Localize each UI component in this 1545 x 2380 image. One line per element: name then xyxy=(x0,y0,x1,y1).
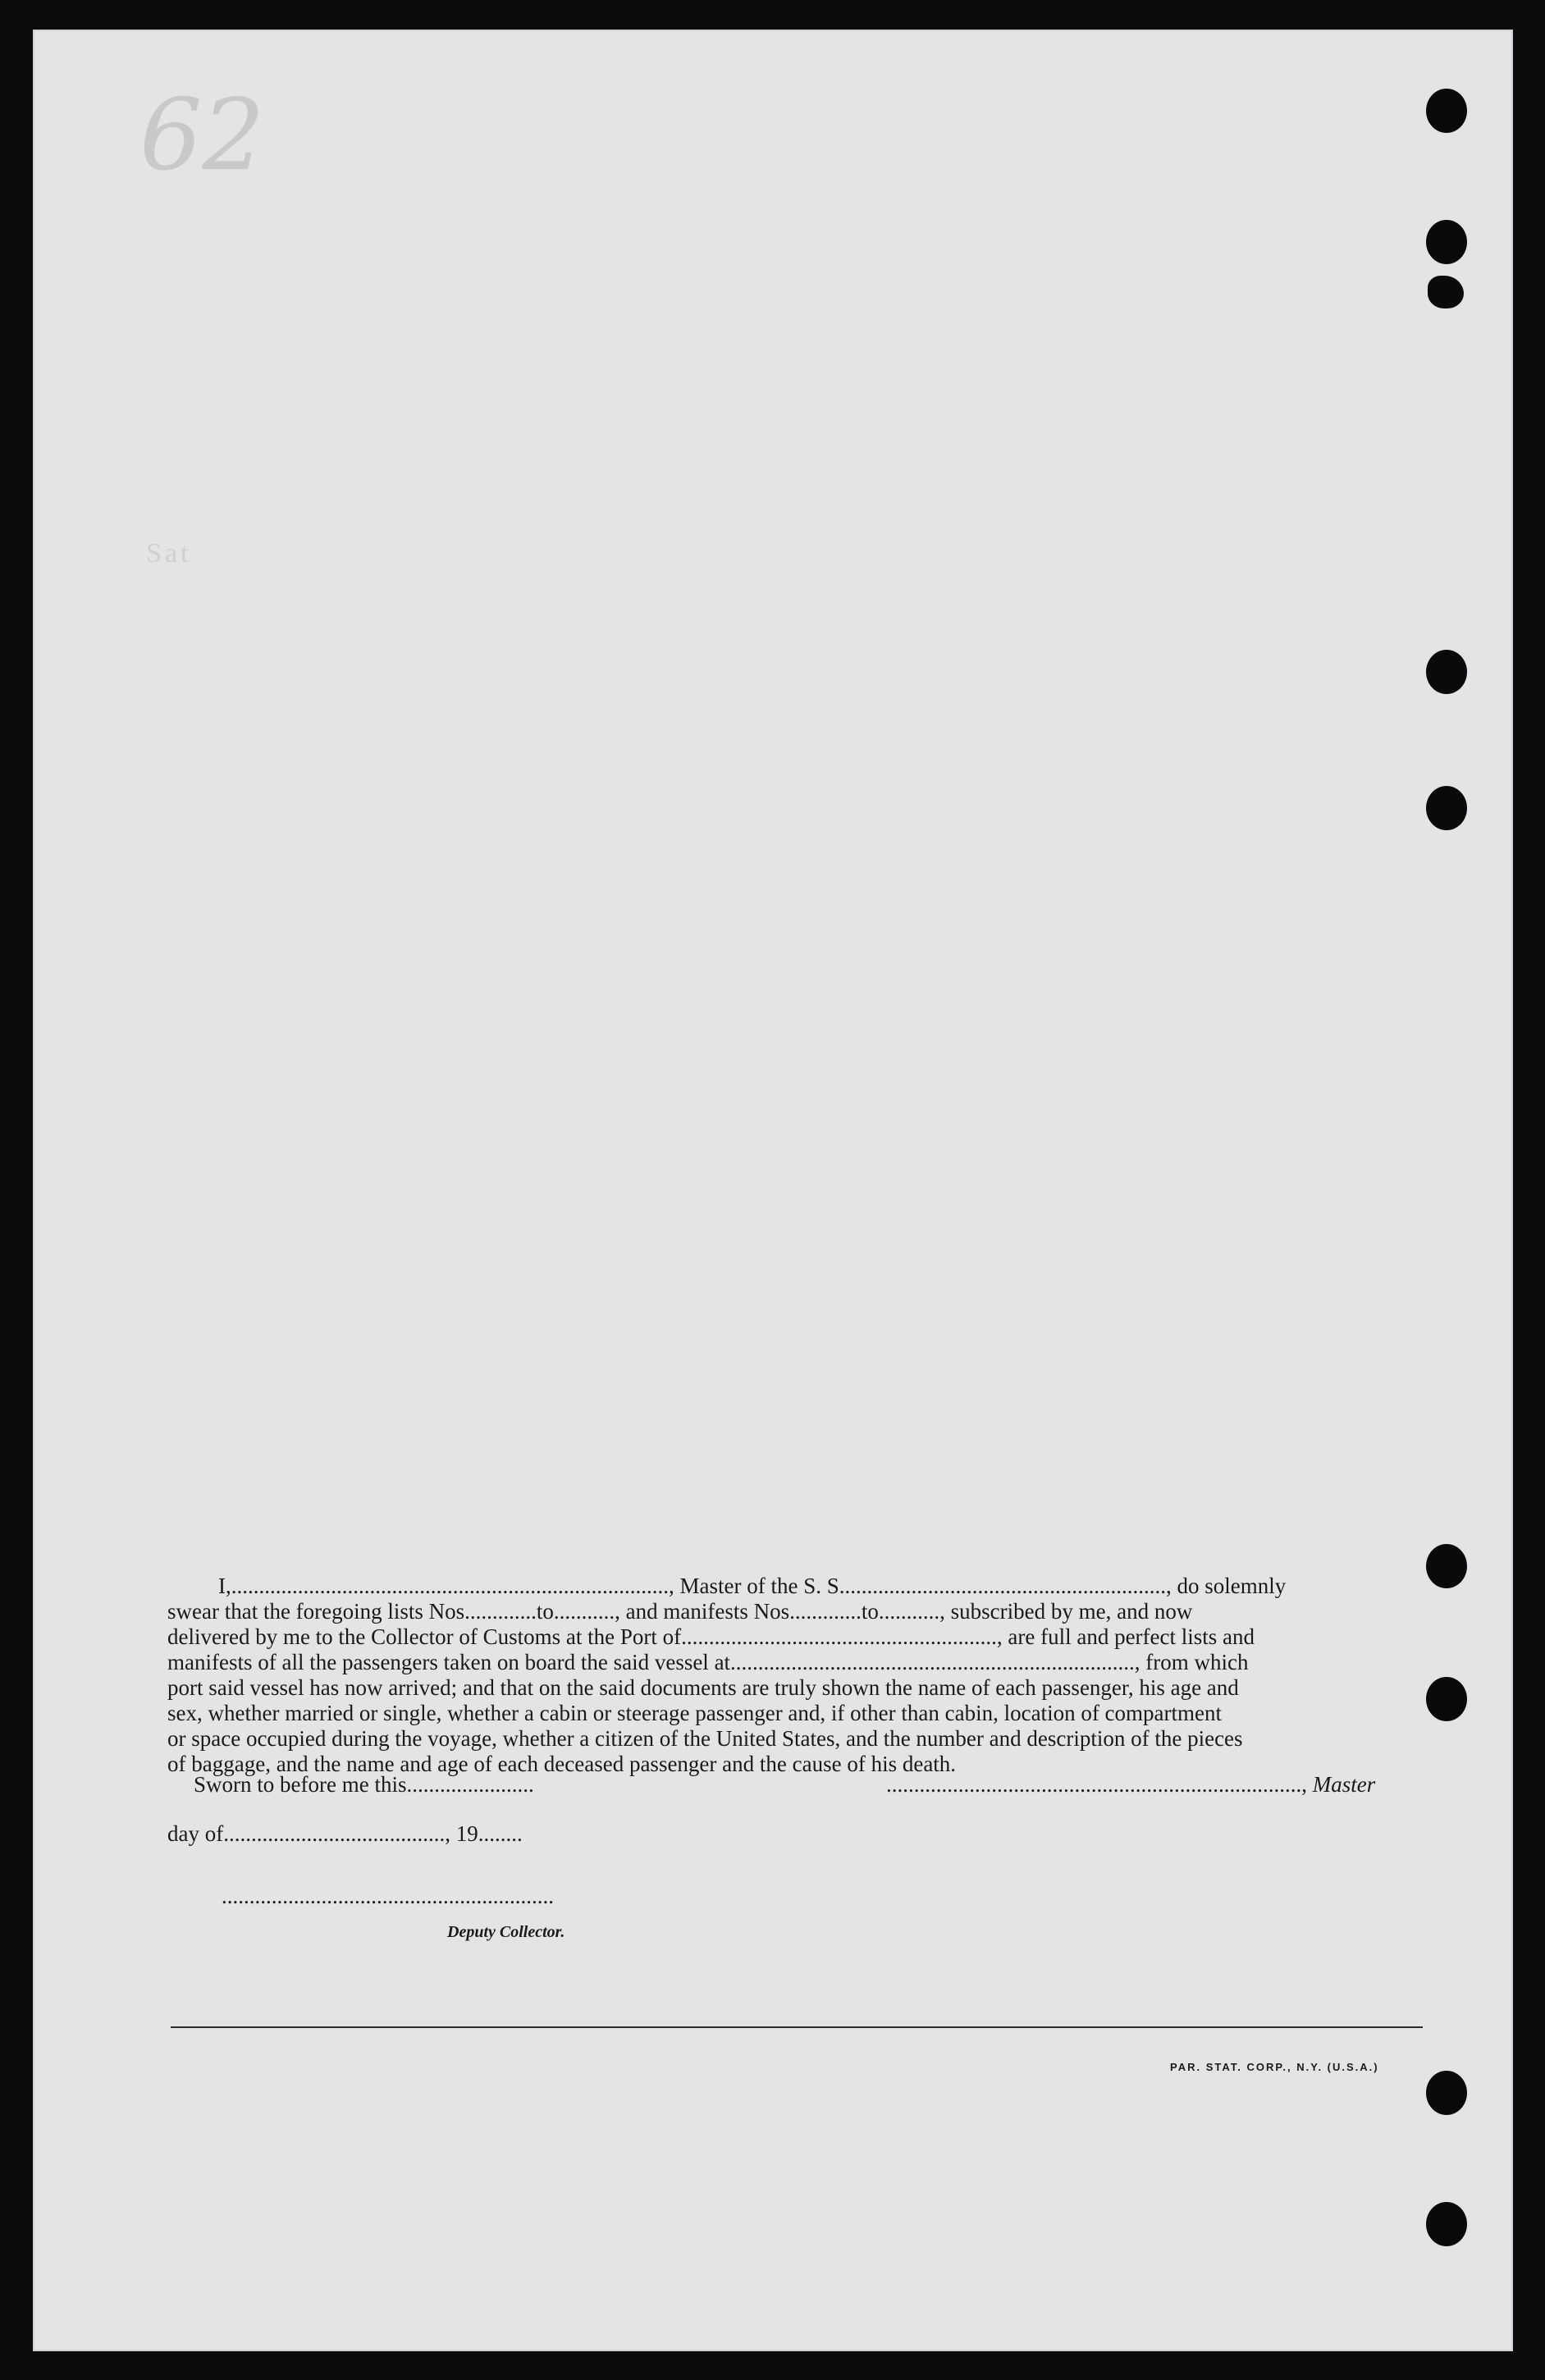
binder-hole xyxy=(1426,2071,1467,2115)
binder-hole xyxy=(1426,89,1467,133)
oath-line: manifests of all the passengers taken on board the said vessel at........................................................................., from which xyxy=(167,1650,1249,1674)
torn-hole xyxy=(1428,276,1464,308)
manifest-page xyxy=(33,30,1513,2351)
sworn-before-line: Sworn to before me this....................... xyxy=(194,1772,534,1797)
oath-line: I,..............................................................................., Master of the S. S..........................................................., do solemnly xyxy=(218,1574,1287,1598)
oath-line: swear that the foregoing lists Nos.............to..........., and manifests Nos.............to..........., subscribed by me, and now xyxy=(167,1599,1193,1624)
oath-line: sex, whether married or single, whether a cabin or steerage passenger and, if other than cabin, location of compartment xyxy=(167,1701,1223,1725)
master-label: Master xyxy=(1312,1772,1376,1797)
faint-mark: Sat xyxy=(146,538,192,569)
binder-hole xyxy=(1426,786,1467,830)
printer-imprint: PAR. STAT. CORP., N.Y. (U.S.A.) xyxy=(1170,2061,1379,2073)
day-of-line: day of........................................, 19........ xyxy=(167,1821,523,1846)
oath-line: or space occupied during the voyage, whether a citizen of the United States, and the number and description of the pieces xyxy=(167,1726,1243,1751)
binder-hole xyxy=(1426,2202,1467,2246)
horizontal-rule xyxy=(171,2026,1423,2028)
master-signature-line xyxy=(886,1772,1375,1798)
oath-line: delivered by me to the Collector of Customs at the Port of........................................................., are full and perfect lists and xyxy=(167,1624,1255,1649)
master-oath-paragraph xyxy=(167,1574,1423,1777)
binder-hole xyxy=(1426,650,1467,694)
binder-hole xyxy=(1426,220,1467,264)
oath-line: port said vessel has now arrived; and that on the said documents are truly shown the name of each passenger, his age and xyxy=(167,1675,1239,1700)
deputy-signature-line: ............................................................ xyxy=(222,1884,554,1908)
oath-line: of baggage, and the name and age of each deceased passenger and the cause of his death. xyxy=(167,1752,957,1776)
deputy-collector-label: Deputy Collector. xyxy=(447,1923,565,1941)
master-signature-dots: ..........................................................................., xyxy=(886,1772,1313,1797)
binder-hole xyxy=(1426,1544,1467,1588)
faint-page-number: 62 xyxy=(139,79,265,193)
binder-hole xyxy=(1426,1677,1467,1721)
